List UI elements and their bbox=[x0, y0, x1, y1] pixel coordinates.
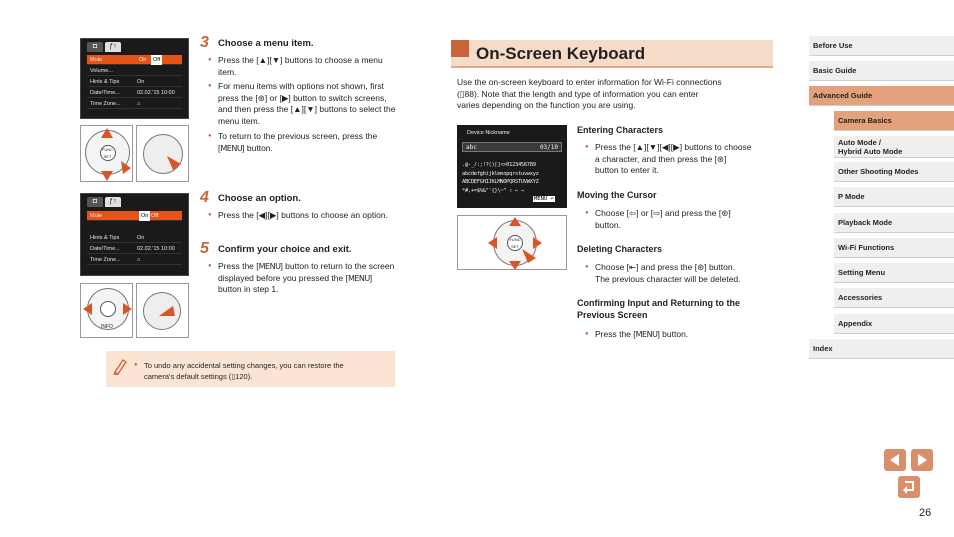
keyboard-input: abc 03/10 bbox=[462, 142, 562, 152]
step-bullet: ● For menu items with options not shown, first press the [⊛] or [▶] button to switch screens, and then press the [▲][▼] buttons to select the menu item. bbox=[208, 81, 396, 127]
return-button[interactable] bbox=[898, 476, 920, 498]
direction-arrows-icon bbox=[81, 126, 134, 183]
subsection-title: Confirming Input and Returning to the Previous Screen bbox=[577, 298, 740, 320]
control-dial-illustration bbox=[80, 125, 133, 182]
control-dial-illustration bbox=[457, 215, 567, 270]
subsection-bullet: ● Press the [MENU] button. bbox=[585, 329, 785, 341]
subsection-title: Moving the Cursor bbox=[577, 190, 657, 200]
step-bullet: ● Press the [◀][▶] buttons to choose an option. bbox=[208, 210, 393, 222]
nav-before-use[interactable]: Before Use bbox=[809, 36, 954, 56]
menu-tabs bbox=[87, 42, 121, 52]
section-marker bbox=[451, 40, 469, 57]
section-title: On-Screen Keyboard bbox=[476, 44, 646, 63]
nav-setting-menu[interactable]: Setting Menu bbox=[834, 263, 954, 283]
menu-row: Hints & Tips On bbox=[87, 77, 182, 87]
subsection-bullet: ● Choose [⇤] and press the [⊛] button. The previous character will be deleted. bbox=[585, 262, 785, 285]
direction-arrows-icon bbox=[458, 216, 568, 271]
shooting-tab-icon: ◘ bbox=[87, 42, 103, 52]
book-icon: ▯ bbox=[231, 374, 236, 381]
return-icon bbox=[898, 476, 920, 498]
step-bullet: ● To return to the previous screen, press the [MENU] button. bbox=[208, 131, 388, 154]
intro-text: Use the on-screen keyboard to enter information for Wi-Fi connections (▯88). Note that the length and type of information you can enter varies depending on the function you are using. bbox=[457, 77, 722, 110]
info-label: INFO bbox=[101, 324, 113, 330]
camera-back-illustration bbox=[136, 283, 189, 338]
step-bullet: ● Press the [MENU] button to return to the screen displayed before you pressed the [MENU] button in step 1. bbox=[208, 261, 398, 296]
menu-screen-1 bbox=[80, 38, 189, 119]
step-number: 5 bbox=[200, 240, 209, 257]
step-title: Confirm your choice and exit. bbox=[218, 244, 352, 255]
step-title: Choose a menu item. bbox=[218, 38, 314, 49]
menu-row: Date/Time... 02.02.'15 10:00 bbox=[87, 244, 182, 254]
step-number: 4 bbox=[200, 189, 209, 206]
note-box bbox=[106, 351, 395, 387]
nav-index[interactable]: Index bbox=[809, 339, 954, 359]
setup-tab-icon: ƒ↑ bbox=[105, 197, 121, 207]
keyboard-keys: .@-_/:;!?()[]<>0123456789 abcdefghijklmnopqrstuvwxyz ABCDEFGHIJKLMNOPQRSTUVWXYZ *#,+=$%&"'{}\~^ ⇧ ⇦ ⇨ bbox=[462, 162, 539, 194]
nav-accessories[interactable]: Accessories bbox=[834, 288, 954, 308]
previous-page-button[interactable] bbox=[884, 449, 906, 471]
menu-row: Mute On Off bbox=[87, 211, 182, 221]
section-heading bbox=[451, 40, 773, 68]
book-icon: ▯ bbox=[459, 88, 465, 99]
func-set-button: FUNC SET bbox=[507, 235, 523, 251]
press-arrow-icon bbox=[137, 126, 190, 183]
nav-playback-mode[interactable]: Playback Mode bbox=[834, 213, 954, 233]
menu-row: Time Zone... ⌂ bbox=[87, 99, 182, 109]
nav-camera-basics[interactable]: Camera Basics bbox=[834, 111, 954, 131]
menu-tabs bbox=[87, 197, 121, 207]
menu-row: Date/Time... 02.02.'15 10:00 bbox=[87, 88, 182, 98]
subsection-bullet: ● Choose [⇦] or [⇨] and press the [⊛] button. bbox=[585, 208, 785, 231]
menu-row: Hints & Tips On bbox=[87, 233, 182, 243]
keyboard-title: Device Nickname bbox=[467, 130, 510, 136]
menu-row: Time Zone... ⌂ bbox=[87, 255, 182, 265]
step-number: 3 bbox=[200, 34, 209, 51]
keyboard-screen bbox=[457, 125, 567, 208]
nav-other-shooting-modes[interactable]: Other Shooting Modes bbox=[834, 162, 954, 182]
subsection-bullet: ● Press the [▲][▼][◀][▶] buttons to choose a character, and then press the [⊛] button to enter it. bbox=[585, 142, 785, 177]
subsection-title: Entering Characters bbox=[577, 125, 664, 135]
nav-p-mode[interactable]: P Mode bbox=[834, 187, 954, 207]
camera-back-illustration bbox=[136, 125, 189, 182]
keyboard-footer: MENU ↩ bbox=[534, 196, 554, 202]
next-page-button[interactable] bbox=[911, 449, 933, 471]
nav-basic-guide[interactable]: Basic Guide bbox=[809, 61, 954, 81]
control-dial-illustration bbox=[80, 283, 133, 338]
page-number: 26 bbox=[919, 507, 932, 519]
step-bullet: ● Press the [▲][▼] buttons to choose a menu item. bbox=[208, 55, 388, 78]
arrow-left-icon bbox=[884, 449, 906, 471]
pencil-icon bbox=[112, 357, 128, 375]
nav-wifi-functions[interactable]: Wi-Fi Functions bbox=[834, 238, 954, 258]
nav-advanced-guide[interactable]: Advanced Guide bbox=[809, 86, 954, 106]
nav-appendix[interactable]: Appendix bbox=[834, 314, 954, 334]
note-text: ● To undo any accidental setting changes, you can restore the camera's default settings (▯120). bbox=[134, 360, 344, 383]
arrow-right-icon bbox=[911, 449, 933, 471]
nav-auto-mode[interactable]: Auto Mode / Hybrid Auto Mode bbox=[834, 136, 954, 158]
setup-tab-icon: ƒ↑ bbox=[105, 42, 121, 52]
func-set-button: FUNC SET bbox=[100, 145, 116, 161]
step-title: Choose an option. bbox=[218, 193, 301, 204]
subsection-title: Deleting Characters bbox=[577, 244, 663, 254]
press-arrow-icon bbox=[137, 284, 190, 339]
menu-screen-2 bbox=[80, 193, 189, 276]
left-right-arrows-icon bbox=[81, 284, 134, 339]
menu-row: Mute On Off bbox=[87, 55, 182, 65]
menu-row: Volume... bbox=[87, 66, 182, 76]
shooting-tab-icon: ◘ bbox=[87, 197, 103, 207]
